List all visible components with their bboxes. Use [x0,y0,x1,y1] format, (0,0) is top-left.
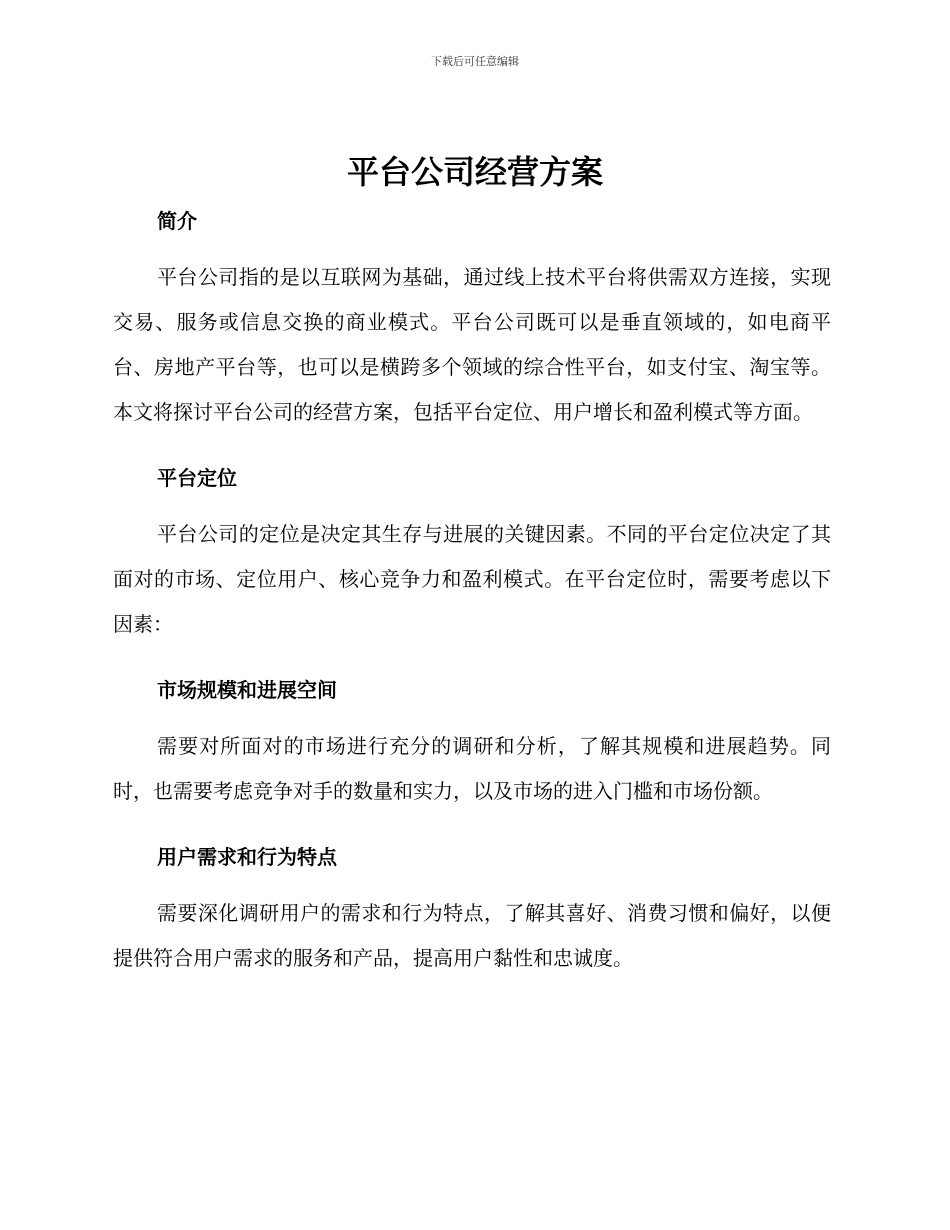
section-paragraph-positioning: 平台公司的定位是决定其生存与进展的关键因素。不同的平台定位决定了其面对的市场、定位用户、核心竞争力和盈利模式。在平台定位时，需要考虑以下因素： [113,522,831,636]
section-heading-intro: 简介 [157,209,197,233]
section-paragraph-user-needs: 需要深化调研用户的需求和行为特点，了解其喜好、消费习惯和偏好，以便提供符合用户需求的服务和产品，提高用户黏性和忠诚度。 [113,901,831,970]
section-heading-user-needs: 用户需求和行为特点 [157,845,337,869]
section-heading-market: 市场规模和进展空间 [157,678,337,702]
document-title: 平台公司经营方案 [346,153,603,191]
section-paragraph-intro: 平台公司指的是以互联网为基础，通过线上技术平台将供需双方连接，实现交易、服务或信息交换的商业模式。平台公司既可以是垂直领域的，如电商平台、房地产平台等，也可以是横跨多个领域的综合性平台，如支付宝、淘宝等。本文将探讨平台公司的经营方案，包括平台定位、用户增长和盈利模式等方面。 [113,265,831,424]
page-header-note: 下载后可任意编辑 [431,55,519,68]
section-heading-positioning: 平台定位 [157,466,237,490]
section-paragraph-market: 需要对所面对的市场进行充分的调研和分析，了解其规模和进展趋势。同时，也需要考虑竞争对手的数量和实力，以及市场的进入门槛和市场份额。 [113,734,831,803]
document-body [113,205,831,981]
